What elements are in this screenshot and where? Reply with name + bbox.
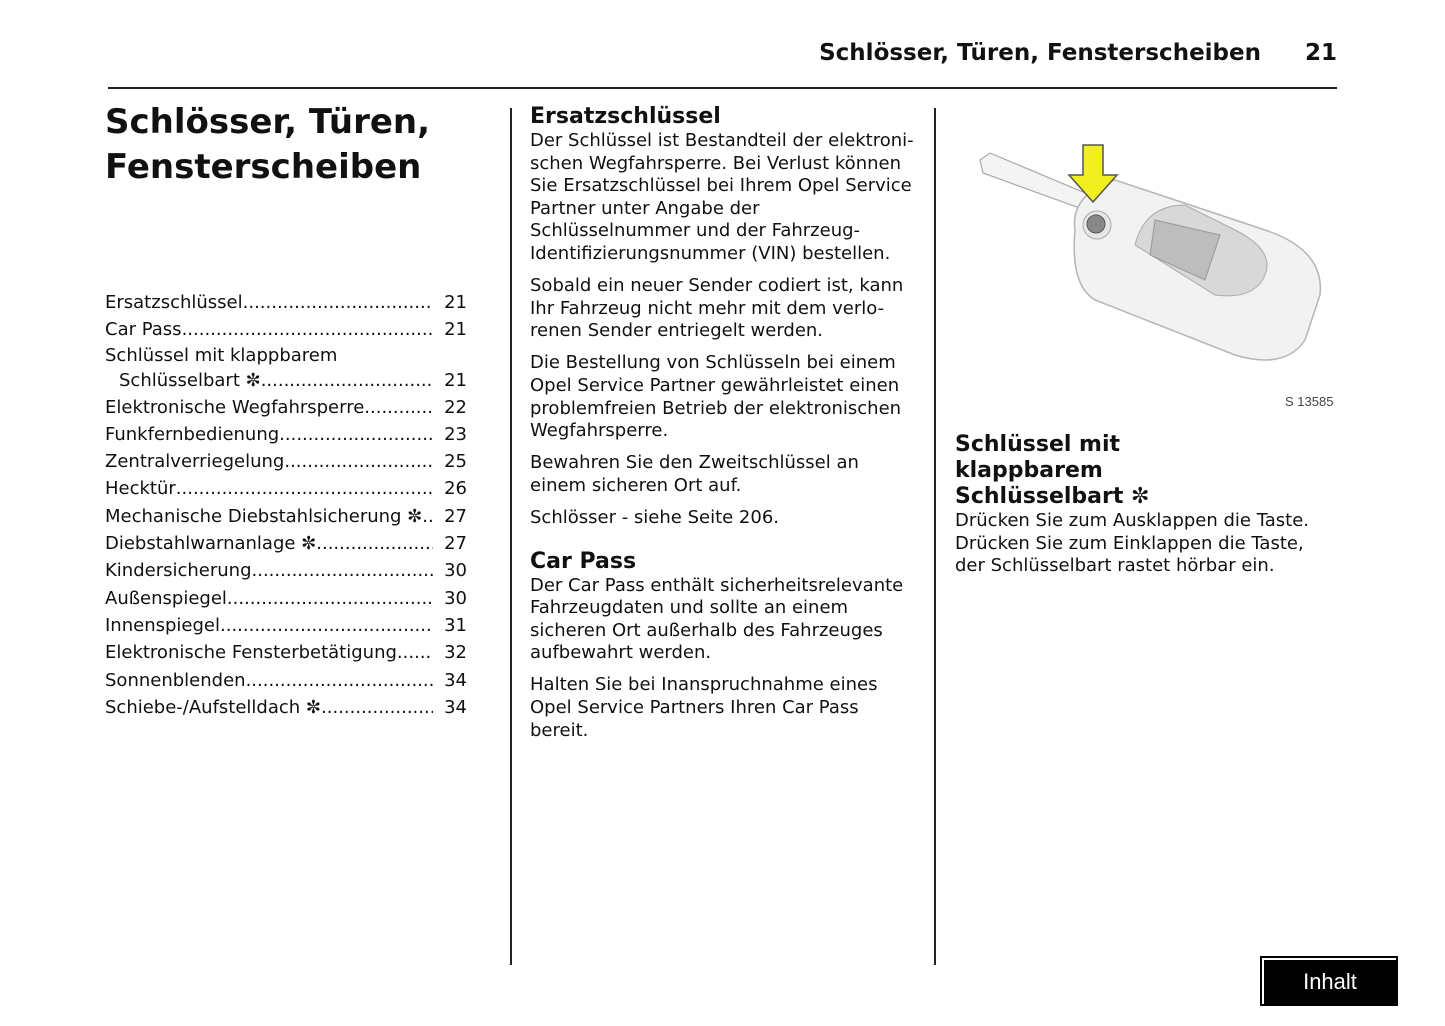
key-illustration <box>965 135 1345 415</box>
toc-page: 26 <box>444 478 467 500</box>
toc-item[interactable] <box>105 448 467 475</box>
toc-item[interactable] <box>105 289 467 316</box>
toc-label: Ersatzschlüssel <box>105 292 243 313</box>
toc-page: 30 <box>444 587 467 609</box>
toc-page: 27 <box>444 533 467 555</box>
toc-label: Schlüsselbart ✼ <box>119 369 261 391</box>
column-divider <box>934 108 936 965</box>
header-section: Schlösser, Türen, Fensterscheiben <box>819 40 1261 66</box>
column-middle <box>530 103 920 752</box>
header-rule <box>108 87 1337 89</box>
running-header <box>819 40 1337 66</box>
toc-page: 23 <box>444 423 467 445</box>
toc-item[interactable] <box>105 503 467 530</box>
toc-item[interactable] <box>105 394 467 421</box>
toc-item[interactable] <box>105 367 467 394</box>
title-line: Fensterscheiben <box>105 147 422 187</box>
toc-label: Sonnenblenden <box>105 669 246 691</box>
toc-page: 25 <box>444 451 467 473</box>
section-heading: Car Pass <box>530 548 637 574</box>
toc-item[interactable] <box>105 639 467 666</box>
toc-item[interactable] <box>105 316 467 343</box>
toc-page: 22 <box>444 396 467 418</box>
toc-label: Schiebe-/Aufstelldach ✼ <box>105 696 321 718</box>
toc-item[interactable] <box>105 344 467 367</box>
toc-label: Elektronische Wegfahrsperre <box>105 396 365 418</box>
toc-item[interactable] <box>105 530 467 557</box>
toc-item[interactable] <box>105 667 467 694</box>
section-heading: Schlüssel mit klappbarem Schlüsselbart ✼ <box>955 432 1150 509</box>
toc-label: Schlüssel mit klappbarem <box>105 344 338 366</box>
paragraph: Halten Sie bei Inanspruchnahme eines Opel Service Partners Ihren Car Pass bereit. <box>530 674 878 741</box>
paragraph: Sobald ein neuer Sender codiert ist, kann Ihr Fahrzeug nicht mehr mit dem verlo-renen Sender entriegelt werden. <box>530 275 904 342</box>
title-line: Schlösser, Türen, <box>105 102 431 142</box>
toc-page: 27 <box>444 505 467 527</box>
toc-page: 21 <box>444 292 467 313</box>
toc-page: 21 <box>444 369 467 391</box>
toc-item[interactable] <box>105 557 467 584</box>
toc-page: 34 <box>444 696 467 718</box>
paragraph: Drücken Sie zum Ausklappen die Taste. Drücken Sie zum Einklappen die Taste, der Schlüsselbart rastet hörbar ein. <box>955 510 1309 577</box>
toc-label: Kindersicherung <box>105 560 252 582</box>
toc-item[interactable] <box>105 585 467 612</box>
column-right <box>955 432 1335 587</box>
figure-label: S 13585 <box>1285 394 1334 409</box>
toc-page: 34 <box>444 669 467 691</box>
chapter-title <box>105 100 430 190</box>
paragraph: Schlösser - siehe Seite 206. <box>530 506 780 528</box>
column-divider <box>510 108 512 965</box>
toc-label: Außenspiegel <box>105 587 227 609</box>
paragraph: Die Bestellung von Schlüsseln bei einem Opel Service Partner gewährleistet einen problemfreien Betrieb der elektronischen Wegfahrsperre. <box>530 352 902 442</box>
toc-label: Elektronische Fensterbetätigung <box>105 642 397 664</box>
table-of-contents <box>105 289 467 721</box>
toc-page: 21 <box>444 319 467 341</box>
toc-page: 31 <box>444 614 467 636</box>
toc-label: Mechanische Diebstahlsicherung ✼ <box>105 505 423 527</box>
toc-label: Innenspiegel <box>105 614 220 636</box>
toc-item[interactable] <box>105 612 467 639</box>
toc-item[interactable] <box>105 421 467 448</box>
paragraph: Der Car Pass enthält sicherheitsrelevante Fahrzeugdaten und sollte an einem sicheren Ort außerhalb des Fahrzeuges aufbewahrt werden. <box>530 574 904 664</box>
toc-item[interactable] <box>105 475 467 502</box>
contents-button[interactable]: Inhalt <box>1262 958 1396 1004</box>
paragraph: Bewahren Sie den Zweitschlüssel an einem sicheren Ort auf. <box>530 452 859 496</box>
toc-label: Funkfernbedienung <box>105 423 280 445</box>
page-number: 21 <box>1304 40 1337 66</box>
toc-label: Diebstahlwarnanlage ✼ <box>105 533 317 555</box>
toc-label: Hecktür <box>105 478 176 500</box>
paragraph: Der Schlüssel ist Bestandteil der elektroni-schen Wegfahrsperre. Bei Verlust können Sie Ersatzschlüssel bei Ihrem Opel Service Partner unter Angabe der Schlüsselnummer und der Fahrzeug-Identifizierungsnummer (VIN) bestellen. <box>530 130 914 264</box>
toc-label: Zentralverriegelung <box>105 451 285 473</box>
toc-page: 32 <box>444 642 467 664</box>
section-heading: Ersatzschlüssel <box>530 104 721 129</box>
toc-label: Car Pass <box>105 319 182 341</box>
toc-page: 30 <box>444 560 467 582</box>
toc-item[interactable] <box>105 694 467 721</box>
